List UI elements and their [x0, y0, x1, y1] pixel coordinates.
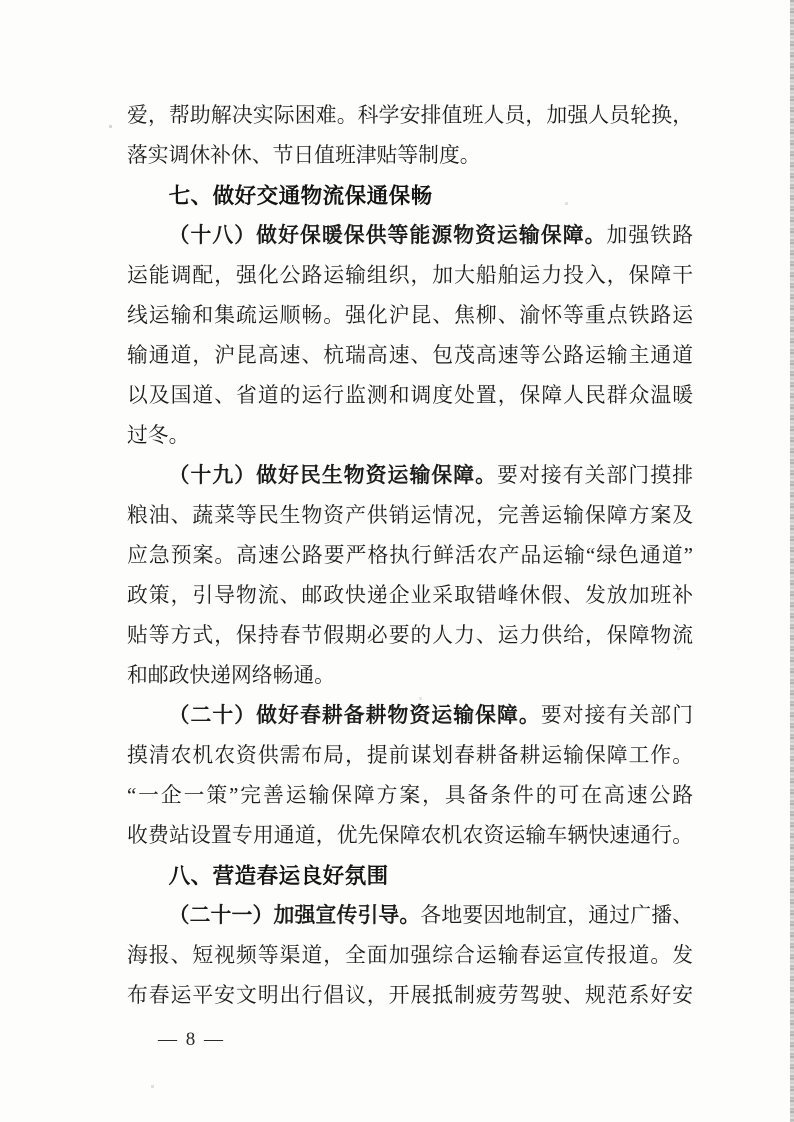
text-line — [127, 696, 693, 736]
text-line: 运能调配，强化公路运输组织，加大船舶运力投入，保障干 — [127, 264, 693, 287]
text-line: 收费站设置专用通道，优先保障农机农资运输车辆快速通行。 — [127, 824, 693, 847]
text-line: 粮油、蔬菜等民生物资产供销运情况，完善运输保障方案及 — [127, 504, 693, 527]
text-line: 摸清农机农资供需布局，提前谋划春耕备耕运输保障工作。 — [127, 744, 693, 767]
text-line: 应急预案。高速公路要严格执行鲜活农产品运输“绿色通道” — [127, 544, 693, 567]
text-line: 过冬。 — [127, 424, 190, 447]
text-line: 以及国道、省道的运行监测和调度处置，保障人民群众温暖 — [127, 384, 693, 407]
text-line — [127, 456, 693, 496]
scan-edge-artifact — [790, 0, 794, 1122]
document-text-block — [127, 96, 693, 1016]
page-number: — 8 — — [158, 1029, 225, 1050]
text-run: 要对接有关部门 — [540, 704, 694, 727]
text-line: 输通道，沪昆高速、杭瑞高速、包茂高速等公路运输主通道 — [127, 344, 693, 367]
text-line: 海报、短视频等渠道，全面加强综合运输春运宣传报道。发 — [127, 944, 693, 967]
text-run: 加强铁路 — [606, 224, 694, 247]
text-line: 和邮政快递网络畅通。 — [127, 664, 335, 687]
text-line — [127, 896, 693, 936]
text-line: “一企一策”完善运输保障方案，具备条件的可在高速公路 — [127, 784, 693, 807]
section-heading-7: 七、做好交通物流保通保畅 — [168, 184, 433, 208]
text-run: 各地要因地制宜，通过广播、 — [420, 904, 694, 927]
scan-speckles — [0, 0, 1, 1]
section-heading-8: 八、营造春运良好氛围 — [168, 864, 389, 888]
text-line: 爱，帮助解决实际困难。科学安排值班人员，加强人员轮换， — [127, 104, 693, 127]
text-line — [127, 216, 693, 256]
text-line: 布春运平安文明出行倡议，开展抵制疲劳驾驶、规范系好安 — [127, 984, 693, 1007]
paragraph-lead: （二十）做好春耕备耕物资运输保障。 — [168, 704, 541, 727]
text-line: 贴等方式，保持春节假期必要的人力、运力供给，保障物流 — [127, 624, 693, 647]
text-line: 政策，引导物流、邮政快递企业采取错峰休假、发放加班补 — [127, 584, 693, 607]
paragraph-lead: （二十一）加强宣传引导。 — [168, 904, 421, 927]
text-run: 要对接有关部门摸排 — [497, 464, 694, 487]
paragraph-lead: （十八）做好保暖保供等能源物资运输保障。 — [168, 224, 607, 247]
text-line: 落实调休补休、节日值班津贴等制度。 — [127, 144, 481, 167]
paragraph-lead: （十九）做好民生物资运输保障。 — [168, 464, 498, 487]
text-line: 线运输和集疏运顺畅。强化沪昆、焦柳、渝怀等重点铁路运 — [127, 304, 693, 327]
